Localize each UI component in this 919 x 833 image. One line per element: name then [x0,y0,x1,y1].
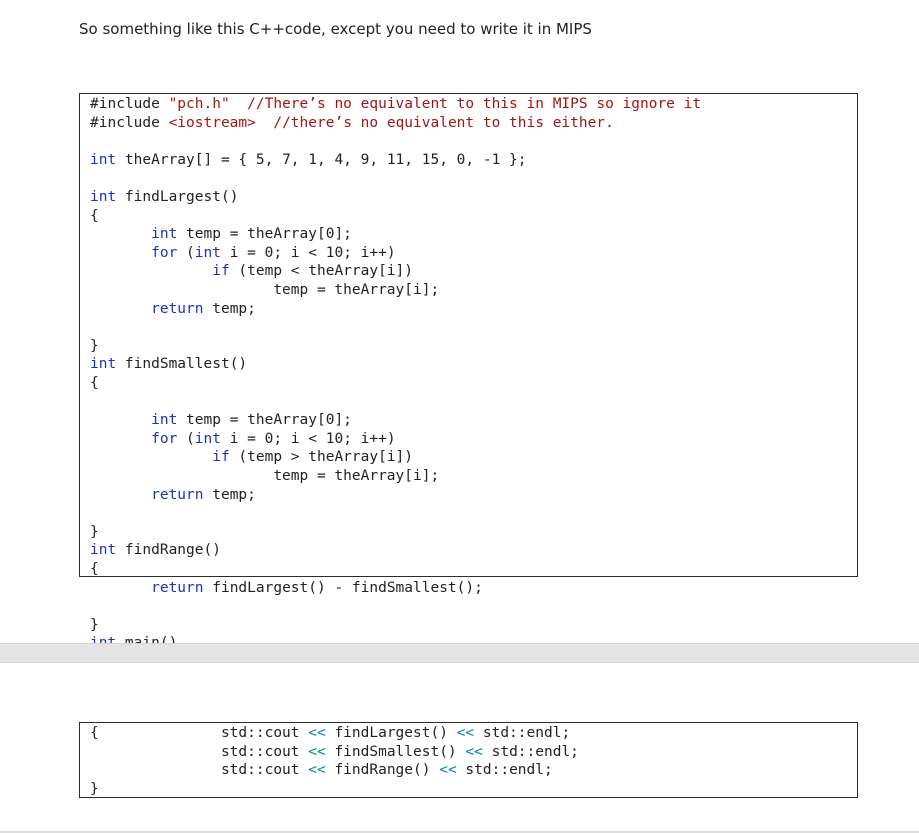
code-text: (temp > theArray[i]) [229,449,414,465]
code-string: "pch.h" [168,96,230,112]
code-line [90,486,256,504]
code-text: temp; [203,487,256,503]
code-keyword: if [212,263,230,279]
code-text: { [90,561,99,577]
code-keyword: return [151,301,204,317]
code-text [90,301,151,317]
code-line [90,523,99,541]
code-text [90,431,151,447]
page-break-gap [0,643,919,663]
code-keyword: if [212,449,230,465]
code-operator: << [308,744,326,760]
code-text [90,263,212,279]
code-text: std::endl; [456,762,553,778]
code-text: ( [177,245,195,261]
code-keyword: return [151,580,204,596]
code-string: <iostream> [168,115,256,131]
code-keyword: int [90,152,117,168]
code-text [90,226,151,242]
intro-paragraph: So something like this C++code, except you need to write it in MIPS [79,20,592,38]
code-operator: << [465,744,483,760]
code-text [90,412,151,428]
code-text: temp = theArray[0]; [177,226,352,242]
code-text [90,245,151,261]
code-text: { std::cout [90,725,309,741]
code-text: findLargest() - findSmallest(); [203,580,483,596]
code-text [90,449,212,465]
code-text: findSmallest() [325,744,466,760]
code-text: temp = theArray[i]; [90,282,440,298]
code-text: findSmallest() [116,356,248,372]
code-text: i = 0; i < 10; i++) [220,245,396,261]
code-line [90,560,99,578]
code-text: findLargest() [325,725,457,741]
code-keyword: int [194,245,221,261]
code-text [90,487,151,503]
code-line [90,724,570,742]
code-line [90,430,396,448]
code-line [90,579,483,597]
code-operator: << [439,762,457,778]
code-text: ( [177,431,195,447]
code-keyword: int [151,412,178,428]
code-text: #include [90,96,169,112]
code-line [90,355,247,373]
code-line [90,743,579,761]
code-line [90,337,99,355]
code-operator: << [308,762,326,778]
code-comment: //There’s no equivalent to this in MIPS so ignore it [229,96,702,112]
code-line [90,244,396,262]
code-text [90,580,151,596]
code-operator: << [308,725,326,741]
code-line [90,374,99,392]
code-text: } [90,338,99,354]
code-line [90,541,221,559]
code-line [90,761,553,779]
code-text: std::endl; [474,725,571,741]
code-line [90,780,99,798]
code-text: temp = theArray[i]; [90,468,440,484]
code-line [90,114,614,132]
code-line [90,151,527,169]
code-text: #include [90,115,169,131]
code-text: std::cout [90,744,309,760]
code-line [90,207,99,225]
code-block-bottom [79,722,858,798]
code-text: } [90,524,99,540]
code-text: { [90,375,99,391]
code-line [90,300,256,318]
code-text: temp = theArray[0]; [177,412,352,428]
code-line [90,225,352,243]
code-line [90,262,413,280]
code-text: theArray[] = { 5, 7, 1, 4, 9, 11, 15, 0, -1 }; [116,152,527,168]
code-line [90,448,413,466]
code-keyword: int [194,431,221,447]
code-operator: << [456,725,475,741]
code-text: findRange() [325,762,440,778]
code-keyword: for [151,245,178,261]
code-text: } [90,617,99,633]
code-keyword: int [90,542,117,558]
code-text: std::endl; [482,744,579,760]
code-line [90,95,701,113]
code-line [90,188,238,206]
code-text: temp; [203,301,256,317]
code-text: findLargest() [116,189,239,205]
code-line [90,616,99,634]
code-keyword: return [151,487,204,503]
code-keyword: int [151,226,178,242]
code-keyword: for [151,431,178,447]
code-text: findRange() [116,542,221,558]
code-text: { [90,208,99,224]
code-keyword: int [90,356,117,372]
code-text: std::cout [90,762,309,778]
code-line [90,281,439,299]
code-text: i = 0; i < 10; i++) [220,431,396,447]
code-block-top [79,93,858,633]
code-text: } [90,781,99,797]
code-line [90,467,439,485]
code-comment: //there’s no equivalent to this either. [255,115,614,131]
code-keyword: int [90,189,117,205]
code-line [90,411,352,429]
code-text: (temp < theArray[i]) [229,263,414,279]
